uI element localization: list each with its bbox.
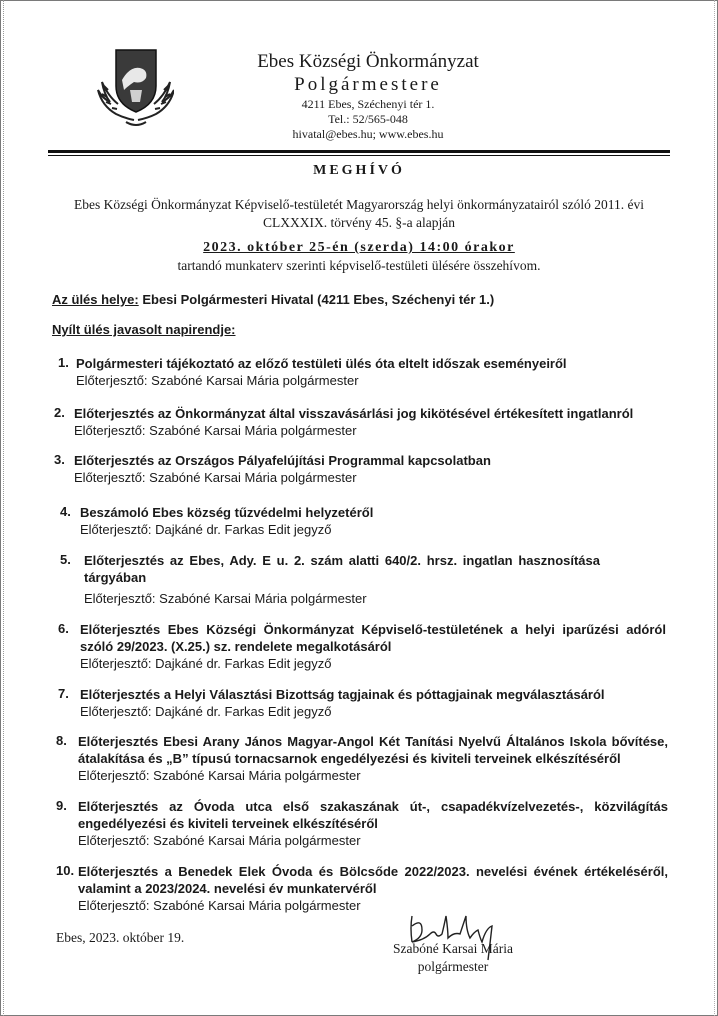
org-contact: hivatal@ebes.hu; www.ebes.hu [292, 127, 444, 141]
agenda-item-7 [58, 686, 658, 720]
signer-role: polgármester [417, 959, 489, 974]
agenda-item-presenter: Előterjesztő: Szabóné Karsai Mária polgármester [78, 898, 361, 913]
agenda-item-title: Előterjesztés Ebes Községi Önkormányzat Képviselő-testületének a helyi iparűzési adóról szóló 29/2023. (X.25.) sz. rendelete megalkotásáról [80, 622, 666, 654]
agenda-item-title: Előterjesztés a Helyi Választási Bizottság tagjainak és póttagjainak megválasztásáról [80, 687, 605, 702]
agenda-item-number: 5. [60, 552, 71, 567]
agenda-item-number: 8. [56, 733, 67, 748]
venue-value: Ebesi Polgármesteri Hivatal (4211 Ebes, Széchenyi tér 1.) [142, 292, 495, 307]
org-subtitle: Polgármestere [294, 74, 442, 95]
agenda-item-number: 2. [54, 405, 65, 420]
agenda-item-4 [60, 504, 660, 538]
org-name: Ebes Községi Önkormányzat [257, 51, 479, 72]
agenda-item-number: 3. [54, 452, 65, 467]
agenda-item-5 [60, 552, 600, 607]
coat-of-arms-icon [94, 46, 174, 132]
agenda-item-title: Polgármesteri tájékoztató az előző testületi ülés óta eltelt időszak eseményeiről [76, 356, 567, 371]
agenda-item-presenter: Előterjesztő: Szabóné Karsai Mária polgármester [78, 768, 361, 783]
header-divider-thin [48, 155, 670, 156]
agenda-item-title: Előterjesztés az Országos Pályafelújítási Programmal kapcsolatban [74, 453, 491, 468]
document-title: MEGHÍVÓ [313, 163, 405, 178]
meeting-sub: tartandó munkaterv szerinti képviselő-testületi ülésére összehívom. [177, 258, 541, 273]
agenda-item-2 [54, 405, 654, 439]
agenda-item-title: Előterjesztés Ebesi Arany János Magyar-Angol Két Tanítási Nyelvű Általános Iskola bővítése, átalakítása és „B” típusú tornacsarnok engedélyezési és kiviteli terveinek elkészítéséről [78, 734, 668, 766]
agenda-item-presenter: Előterjesztő: Dajkáné dr. Farkas Edit jegyző [80, 656, 332, 671]
agenda-item-presenter: Előterjesztő: Szabóné Karsai Mária polgármester [74, 470, 357, 485]
venue-label: Az ülés helye: [52, 292, 139, 307]
agenda-item-title: Előterjesztés a Benedek Elek Óvoda és Bölcsőde 2022/2023. nevelési évének értékeléséről, valamint a 2023/2024. nevelési év munkatervéről [78, 864, 668, 896]
left-scan-edge [3, 0, 4, 1016]
header-divider-thick [48, 150, 670, 153]
agenda-item-presenter: Előterjesztő: Szabóné Karsai Mária polgármester [84, 591, 367, 606]
agenda-item-title: Előterjesztés az Óvoda utca első szakaszának út-, csapadékvízelvezetés-, közvilágítás engedélyezési és kiviteli terveinek elkészítéséről [78, 799, 668, 831]
right-scan-edge [714, 0, 715, 1016]
agenda-item-presenter: Előterjesztő: Dajkáné dr. Farkas Edit jegyző [80, 522, 332, 537]
agenda-item-title: Előterjesztés az Ebes, Ady. E u. 2. szám alatti 640/2. hrsz. ingatlan hasznosítása tárgyában [84, 553, 600, 585]
agenda-item-presenter: Előterjesztő: Szabóné Karsai Mária polgármester [78, 833, 361, 848]
signer-name: Szabóné Karsai Mária [393, 941, 513, 956]
agenda-item-1 [58, 355, 658, 389]
agenda-item-number: 6. [58, 621, 69, 636]
agenda-item-3 [54, 452, 654, 486]
intro-text: Ebes Községi Önkormányzat Képviselő-testületét Magyarország helyi önkormányzatairól szóló 2011. évi CLXXXIX. törvény 45. §-a alapján [73, 197, 645, 230]
agenda-heading: Nyílt ülés javasolt napirendje: [52, 322, 236, 337]
org-phone: Tel.: 52/565-048 [328, 112, 408, 126]
agenda-item-number: 10. [56, 863, 75, 878]
agenda-item-title: Beszámoló Ebes község tűzvédelmi helyzetéről [80, 505, 374, 520]
venue-line [52, 292, 672, 307]
agenda-item-number: 9. [56, 798, 67, 813]
agenda-item-6 [58, 621, 666, 672]
agenda-item-8 [56, 733, 668, 784]
meeting-date: 2023. október 25-én (szerda) 14:00 órakor [203, 240, 515, 255]
agenda-item-title: Előterjesztés az Önkormányzat által visszavásárlási jog kikötésével értékesített ingatlanról [74, 406, 634, 421]
agenda-item-number: 4. [60, 504, 71, 519]
agenda-item-number: 1. [58, 355, 69, 370]
agenda-item-9 [56, 798, 668, 849]
agenda-item-presenter: Előterjesztő: Szabóné Karsai Mária polgármester [76, 373, 359, 388]
agenda-item-presenter: Előterjesztő: Dajkáné dr. Farkas Edit jegyző [80, 704, 332, 719]
agenda-item-10 [56, 863, 668, 914]
agenda-item-number: 7. [58, 686, 69, 701]
place-and-date: Ebes, 2023. október 19. [56, 930, 185, 945]
org-address: 4211 Ebes, Széchenyi tér 1. [301, 97, 435, 111]
agenda-item-presenter: Előterjesztő: Szabóné Karsai Mária polgármester [74, 423, 357, 438]
